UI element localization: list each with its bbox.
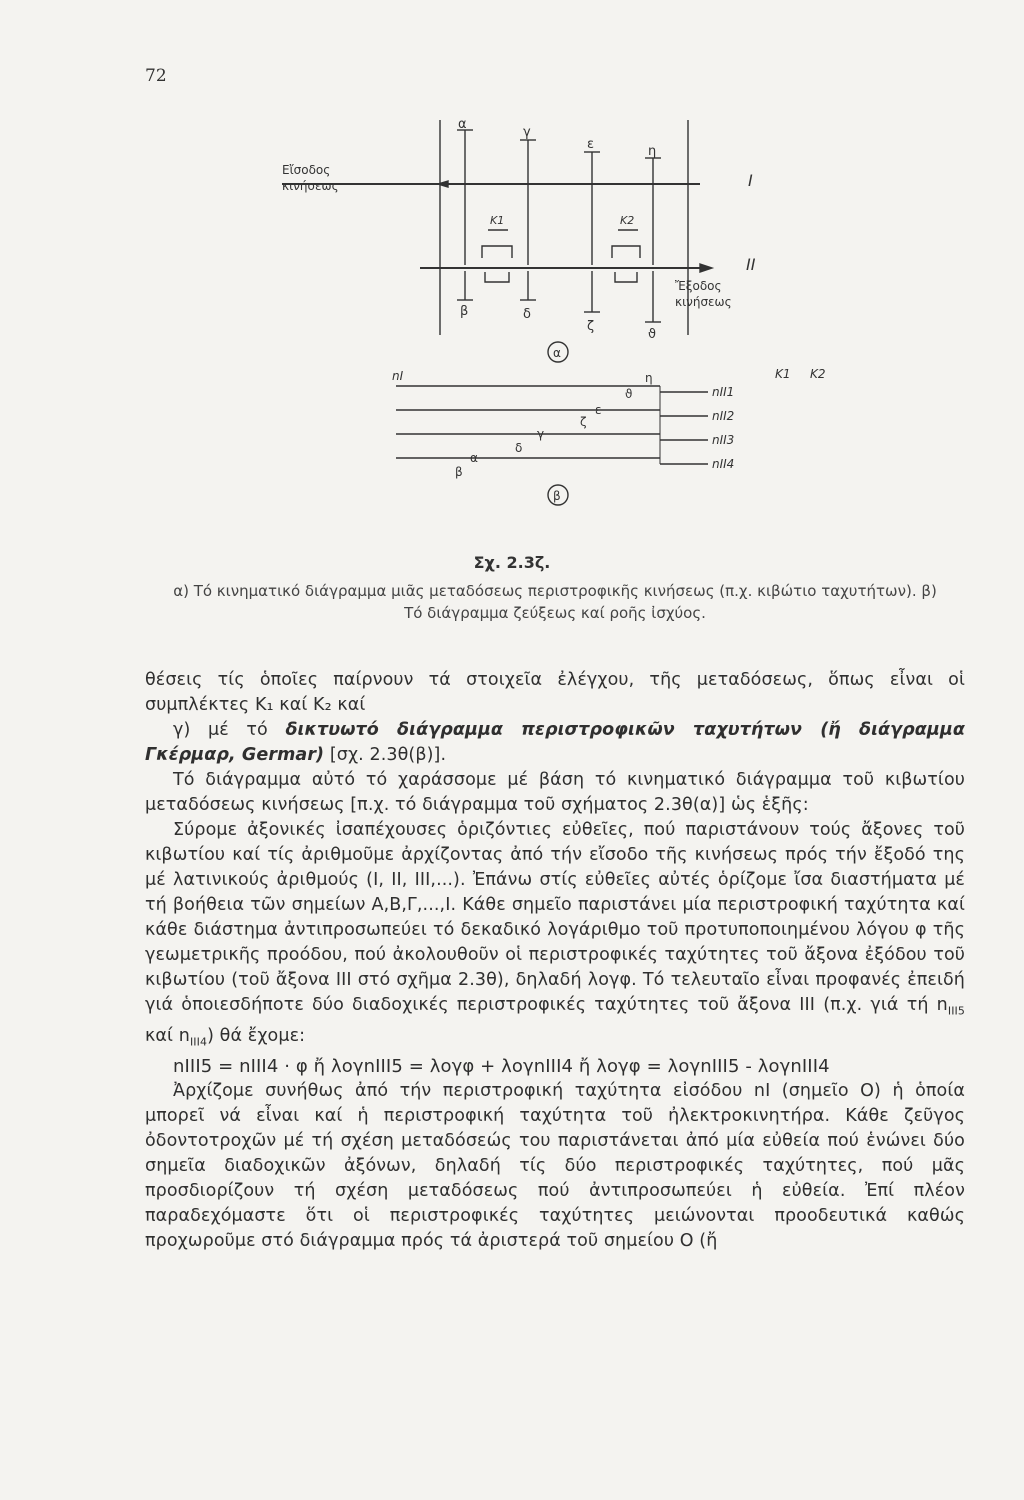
paragraph-4-sub-1: III5 <box>947 1004 965 1018</box>
gear-theta-label: ϑ <box>648 327 657 342</box>
output-speed-3: nII3 <box>712 433 735 447</box>
paragraph-2-prefix: γ) μέ τό <box>173 720 286 740</box>
diagram-b-gear-eta: η <box>645 371 653 385</box>
caption-line-1: α) Τό κινηματικό διάγραμμα μιᾶς μεταδόσεως περιστροφικῆς κινήσεως (π.χ. κιβώτιο ταχυτήτων). β) <box>173 582 937 600</box>
input-label-1: Εἴσοδος <box>282 163 331 177</box>
output-speed-4: nII4 <box>712 457 735 471</box>
gear-eta-label: η <box>648 144 657 159</box>
paragraph-4-mid: καί n <box>145 1025 190 1046</box>
diagram-b-gear-alpha: α <box>470 451 478 465</box>
paragraph-3: Τό διάγραμμα αὐτό τό χαράσσομε μέ βάση τό κινηματικό διάγραμμα τοῦ κιβωτίου μεταδόσεως κινήσεως [π.χ. τό διάγραμμα τοῦ σχήματος 2.3θ(α)] ὡς ἑξῆς: <box>145 770 965 815</box>
input-speed-label: nI <box>392 369 404 383</box>
clutch-header-1: K1 <box>775 367 791 381</box>
paragraph-4-end: ) θά ἔχομε: <box>207 1025 306 1046</box>
diagram-b-gear-zeta: ζ <box>580 415 587 429</box>
panel-b-label: β <box>553 489 561 503</box>
clutch-header-2: K2 <box>810 367 826 381</box>
diagram-b-gear-epsilon: ε <box>595 403 602 417</box>
output-speed-2: nII2 <box>712 409 735 423</box>
paragraph-4-sub-2: III4 <box>189 1035 208 1048</box>
clutch-2-label: K2 <box>620 214 635 227</box>
page-number: 72 <box>145 66 167 86</box>
paragraph-1: θέσεις τίς ὁποῖες παίρνουν τά στοιχεῖα ἐλέγχου, τῆς μεταδόσεως, ὅπως εἶναι οἱ συμπλέκτες K₁ καί K₂ καί <box>145 670 965 715</box>
shaft-I-label: I <box>748 171 753 190</box>
output-label-2: κινήσεως <box>675 295 732 309</box>
figure-caption <box>140 580 970 624</box>
diagram-b-gear-delta: δ <box>515 441 523 455</box>
gear-beta-label: β <box>460 304 469 319</box>
kinematic-diagram-figure <box>0 0 1024 540</box>
shaft-II-label: II <box>746 255 756 274</box>
panel-a-label: α <box>553 346 561 360</box>
gear-epsilon-label: ε <box>587 137 595 152</box>
formula: nIII5 = nIII4 · φ ἤ λογnIII5 = λογφ + λογnIII4 ἤ λογφ = λογnIII5 - λογnIII4 <box>173 1056 830 1077</box>
gear-delta-label: δ <box>523 307 531 322</box>
diagram-b-gear-theta: ϑ <box>625 387 633 401</box>
gear-alpha-label: α <box>458 117 467 132</box>
clutch-1-label: K1 <box>490 214 505 227</box>
output-label-1: Ἔξοδος <box>675 279 722 293</box>
paragraph-2-emphasis: δικτυωτό διάγραμμα περιστροφικῶν ταχυτήτων (ἤ διάγραμμα Γκέρμαρ, Germar) <box>145 720 966 765</box>
paragraph-4 <box>145 818 965 1054</box>
diagram-b-gear-gamma: γ <box>537 427 545 441</box>
figure-title: Σχ. 2.3ζ. <box>473 553 551 572</box>
paragraph-5: Ἀρχίζομε συνήθως ἀπό τήν περιστροφική ταχύτητα εἰσόδου nI (σημεῖο O) ἡ ὁποία μπορεῖ νά εἶναι καί ἡ περιστροφική ταχύτητα τοῦ ἠλεκτροκινητήρα. Κάθε ζεῦγος ὀδοντοτροχῶν μέ τή σχέση μεταδόσεώς του παριστάνεται ἀπό μία εὐθεία πού ἑνώνει δύο σημεῖα διαδοχικῶν ἀξόνων, δηλαδή τίς δύο περιστροφικές ταχύτητες, πού μᾶς προσδιορίζουν τή σχέση μεταδόσεως πού ἀντιπροσωπεύει ἡ εὐθεία. Ἐπί πλέον παραδεχόμαστε ὅτι οἱ περιστροφικές ταχύτητες μειώνονται προοδευτικά καθώς προχωροῦμε στό διάγραμμα πρός τά ἀριστερά τοῦ σημείου O (ἤ <box>145 1081 965 1251</box>
paragraph-2-suffix: [σχ. 2.3θ(β)]. <box>324 745 447 765</box>
gear-gamma-label: γ <box>523 125 531 140</box>
output-speed-1: nII1 <box>712 385 735 399</box>
diagram-b-gear-beta: β <box>455 465 463 479</box>
paragraph-2 <box>145 718 965 768</box>
gear-zeta-label: ζ <box>587 319 595 334</box>
paragraph-4-text: Σύρομε ἀξονικές ἰσαπέχουσες ὁριζόντιες εὐθεῖες, πού παριστάνουν τούς ἄξονες τοῦ κιβωτίου καί τίς ἀριθμοῦμε ἀρχίζοντας ἀπό τήν εἴσοδο τῆς κινήσεως πρός τήν ἔξοδό της μέ λατινικούς ἀριθμούς (I, II, III,...). Ἐπάνω στίς εὐθεῖες αὐτές ὁρίζομε ἴσα διαστήματα μέ τή βοήθεια τῶν σημείων A,B,Γ,...,I. Κάθε σημεῖο παριστάνει μία περιστροφική ταχύτητα καί κάθε διάστημα ἀντιπροσωπεύει τό δεκαδικό λογάριθμο τοῦ προτυποποιημένου λόγου φ τῆς γεωμετρικῆς προόδου, πού ἀκολουθοῦν οἱ περιστροφικές ταχύτητες τοῦ ἄξονα ἐξόδου τοῦ κιβωτίου (τοῦ ἄξονα III στό σχῆμα 2.3θ), δηλαδή λογφ. Τό τελευταῖο εἶναι προφανές ἐπειδή γιά ὁποιεσδήποτε δύο διαδοχικές περιστροφικές ταχύτητες τοῦ ἄξονα III (π.χ. γιά τή n <box>145 820 965 1015</box>
input-label-2: κινήσεως <box>282 179 339 193</box>
body-text <box>145 668 965 1254</box>
caption-line-2: Τό διάγραμμα ζεύξεως καί ροῆς ἰσχύος. <box>404 604 706 622</box>
